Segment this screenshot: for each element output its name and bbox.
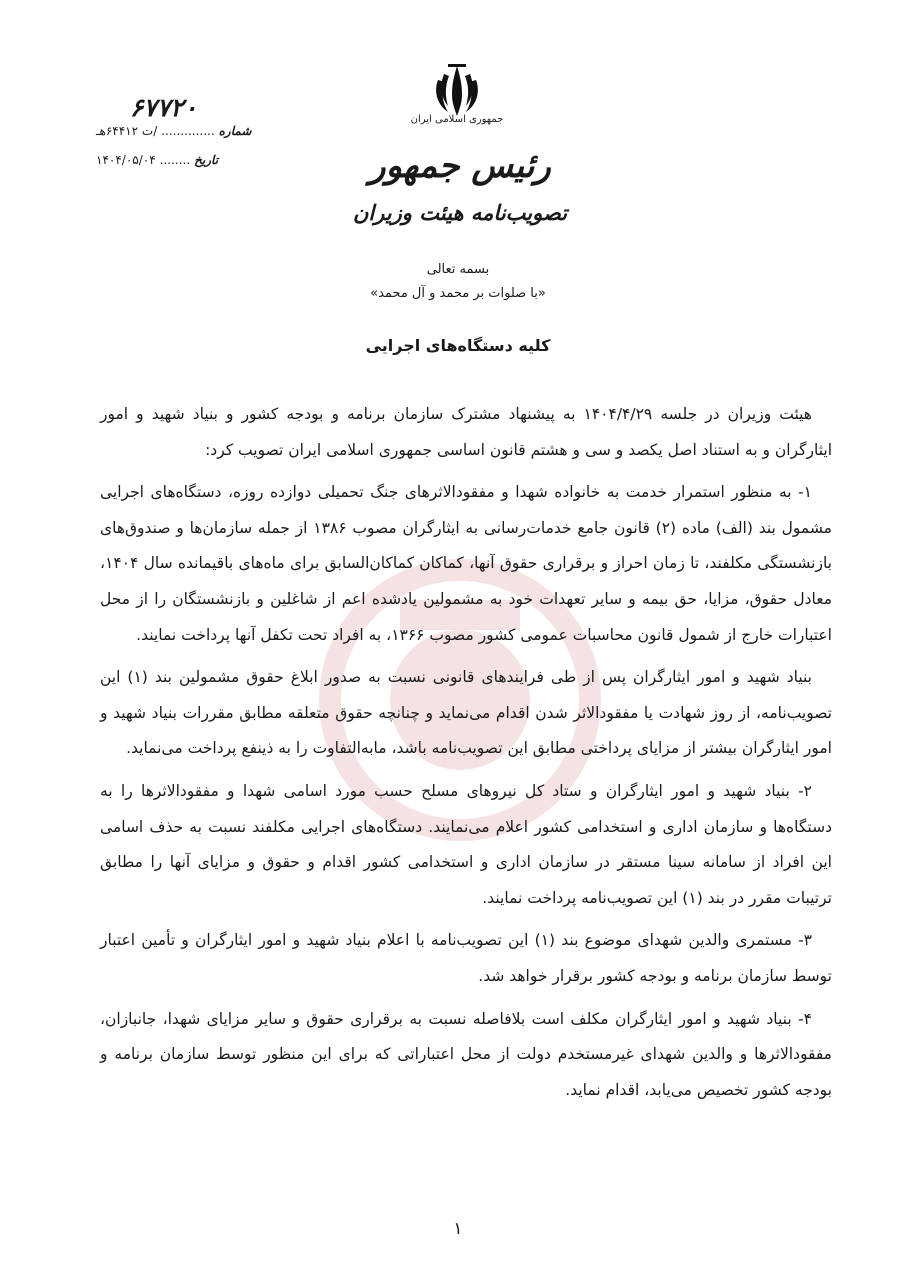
iran-emblem-icon — [428, 62, 486, 120]
clause-1: ۱- به منظور استمرار خدمت به خانواده شهدا و مفقودالاثرهای جنگ تحمیلی دوازده روزه، دستگاه‌های اجرایی مشمول بند (الف) ماده (۲) قانون جامع خدمات‌رسانی به ایثارگران مصوب ۱۳۸۶ از جمله سازمان‌ها و صندوق‌های بازنشستگی مکلفند، تا زمان احراز و برقراری حقوق آنها، کماکان کماکان‌السابق برای ماه‌های باقیمانده سال ۱۴۰۴، معادل حقوق، مزایا، حق بیمه و سایر تعهدات خود به مشمولین یادشده اعم از شاغلین و بازنشستگان را از محل اعتبارات خارج از شمول قانون محاسبات عمومی کشور مصوب ۱۳۶۶، به افراد تحت تکفل آنها پرداخت نمایند. — [100, 483, 832, 644]
document-number: /ت ۶۴۴۱۲هـ — [96, 124, 158, 138]
clause-1-continuation: بنیاد شهید و امور ایثارگران پس از طی فرایندهای قانونی نسبت به صدور ابلاغ حقوق مشمولین بند (۱) این تصویب‌نامه، از روز شهادت یا مفقودالاثر شدن اقدام می‌نماید و چنانچه حقوق متعلقه مطابق مقررات بنیاد شهید و امور ایثارگران بیشتر از مزایای پرداختی مطابق این تصویب‌نامه باشد، مابه‌التفاوت را به ذینفع پرداخت می‌نماید. — [100, 668, 832, 758]
clause-4: ۴- بنیاد شهید و امور ایثارگران مکلف است بلافاصله نسبت به برقراری حقوق و سایر مزایای شهدا، جانبازان، مفقودالاثرها و والدین شهدای غیرمستخدم دولت از محل اعتباراتی که برای این منظور توسط سازمان برنامه و بودجه کشور تخصیص می‌یابد، اقدام نماید. — [100, 1009, 832, 1099]
country-name: جمهوری اسلامی ایران — [410, 114, 504, 125]
clause-2: ۲- بنیاد شهید و امور ایثارگران و ستاد کل نیروهای مسلح حسب مورد اسامی شهدا و مفقودالاثرها را به دستگاه‌ها و سازمان اداری و استخدامی کشور اعلام می‌نمایند. دستگاه‌های اجرایی مکلفند نسبت به حذف اسامی این افراد از سامانه سینا مستقر در سازمان اداری و استخدامی کشور اقدام و حقوق و مزایای آنها را مطابق ترتیبات مقرر در بند (۱) این تصویب‌نامه پرداخت نمایند. — [100, 781, 832, 907]
date-label: تاریخ — [194, 153, 219, 167]
addressee: کلیه دستگاه‌های اجرایی — [365, 336, 551, 355]
intro-paragraph: هیئت وزیران در جلسه ۱۴۰۴/۴/۲۹ به پیشنهاد مشترک سازمان برنامه و بودجه کشور و بنیاد شهید و امور ایثارگران و به استناد اصل یکصد و سی و هشتم قانون اساسی جمهوری اسلامی ایران تصویب کرد: — [100, 405, 832, 459]
decree-body — [100, 397, 832, 1115]
bismillah: بسمه تعالی — [426, 262, 490, 277]
president-office-title: رئیس جمهور — [369, 146, 551, 186]
decree-title: تصویب‌نامه هیئت وزیران — [352, 200, 568, 225]
document-date: ۱۴۰۴/۰۵/۰۴ — [96, 153, 156, 167]
date-dots: ........ — [159, 153, 191, 167]
number-label: شماره — [218, 124, 252, 138]
document-date-row — [96, 153, 218, 167]
document-number-row — [96, 124, 251, 138]
salawat: «با صلوات بر محمد و آل محمد» — [370, 286, 546, 301]
number-dots: .............. — [161, 124, 215, 138]
clause-3: ۳- مستمری والدین شهدای موضوع بند (۱) این تصویب‌نامه با اعلام بنیاد شهید و امور ایثارگران و تأمین اعتبار توسط سازمان برنامه و بودجه کشور برقرار خواهد شد. — [100, 931, 832, 985]
handwritten-registration-number: ۶۷۷۲۰ — [130, 93, 198, 122]
page-number: ۱ — [453, 1219, 463, 1239]
